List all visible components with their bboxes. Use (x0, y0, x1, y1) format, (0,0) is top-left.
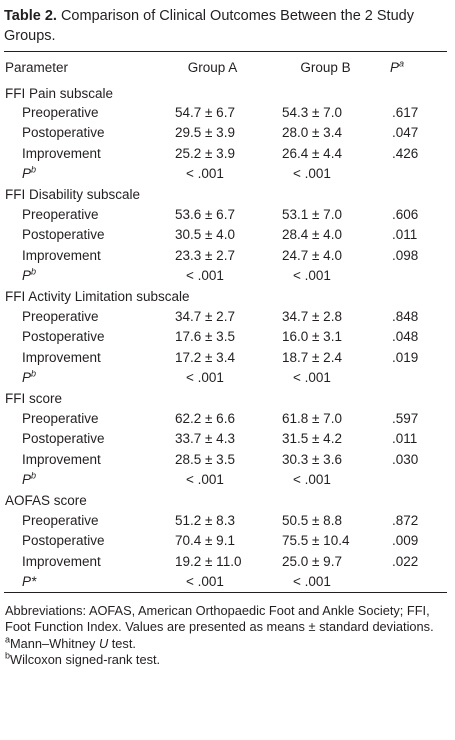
row-label: Postoperative (22, 533, 105, 549)
table-section-row (4, 388, 447, 408)
group-a-within-p: < .001 (186, 574, 224, 590)
header-p-sup: a (399, 58, 405, 68)
group-a-within-p: < .001 (186, 370, 224, 386)
table-section-row (4, 286, 447, 306)
table-row (4, 347, 447, 367)
table-row (4, 102, 447, 122)
header-group-a: Group A (187, 59, 238, 75)
footnote-a-text-italic: U (98, 635, 109, 651)
row-label: Preoperative (22, 207, 99, 223)
table-row (4, 449, 447, 469)
footnote-a-mark: a (5, 634, 11, 645)
table-row (4, 245, 447, 265)
row-label: Preoperative (22, 512, 99, 528)
p-value-empty (380, 469, 447, 489)
section-title: FFI Activity Limitation subscale (5, 288, 190, 304)
group-a-value: 30.5 ± 4.0 (175, 227, 235, 243)
group-b-value: 18.7 ± 2.4 (282, 349, 342, 365)
group-b-value: 50.5 ± 8.8 (282, 512, 342, 528)
group-b-value: 61.8 ± 7.0 (282, 410, 342, 426)
table-header (4, 52, 447, 82)
table-section-row (4, 82, 447, 102)
table-row (4, 306, 447, 326)
footnote-a (5, 636, 447, 653)
p-value-empty (380, 164, 447, 184)
footnote-b-mark: b (5, 651, 11, 661)
p-value: .022 (392, 553, 419, 569)
p-value: .030 (392, 451, 419, 467)
group-b-value: 26.4 ± 4.4 (282, 145, 342, 161)
section-title: FFI score (5, 390, 63, 406)
footnote-b (5, 652, 447, 669)
group-a-value: 53.6 ± 6.7 (175, 207, 235, 223)
p-value: .011 (392, 431, 418, 447)
within-group-p-text: P (22, 370, 32, 386)
group-b-value: 54.3 ± 7.0 (282, 105, 342, 121)
table-body (4, 82, 447, 592)
row-label: Improvement (22, 553, 101, 569)
row-label: Improvement (22, 247, 101, 263)
group-b-value: 16.0 ± 3.1 (282, 329, 342, 345)
table-row (4, 510, 447, 530)
table-caption-label: Table 2. (4, 8, 57, 24)
table-row (4, 429, 447, 449)
table-row (4, 123, 447, 143)
group-a-value: 17.6 ± 3.5 (175, 329, 235, 345)
header-p-value (380, 52, 447, 82)
table-section-row (4, 184, 447, 204)
header-parameter: Parameter (5, 59, 69, 75)
within-group-p-label (4, 367, 154, 387)
p-value: .872 (392, 512, 419, 528)
group-b-value: 75.5 ± 10.4 (282, 533, 350, 549)
group-b-within-p: < .001 (293, 472, 331, 488)
table-row (4, 204, 447, 224)
footnote-b-text: Wilcoxon signed-rank test. (10, 652, 161, 668)
row-label: Postoperative (22, 227, 105, 243)
p-value: .098 (392, 247, 419, 263)
group-a-within-p: < .001 (186, 268, 224, 284)
group-b-value: 30.3 ± 3.6 (282, 451, 342, 467)
p-value-empty (380, 367, 447, 387)
group-b-value: 28.4 ± 4.0 (282, 227, 342, 243)
row-label: Improvement (22, 451, 101, 467)
group-a-value: 70.4 ± 9.1 (175, 533, 235, 549)
group-a-value: 33.7 ± 4.3 (175, 431, 235, 447)
group-a-value: 17.2 ± 3.4 (175, 349, 235, 365)
group-b-value: 34.7 ± 2.8 (282, 308, 342, 324)
table-caption (4, 6, 447, 46)
table-caption-text: Comparison of Clinical Outcomes Between the 2 Study Groups. (4, 8, 414, 44)
group-b-value: 25.0 ± 9.7 (282, 553, 342, 569)
group-b-within-p: < .001 (293, 166, 331, 182)
within-group-p-row (4, 469, 447, 489)
p-value-empty (380, 571, 447, 591)
row-label: Improvement (22, 349, 101, 365)
group-a-within-p: < .001 (186, 472, 224, 488)
group-a-value: 34.7 ± 2.7 (175, 308, 235, 324)
group-b-within-p: < .001 (293, 574, 331, 590)
group-b-value: 24.7 ± 4.0 (282, 247, 342, 263)
within-group-p-label (4, 164, 154, 184)
p-value: .848 (392, 308, 419, 324)
table-section-row (4, 490, 447, 510)
within-group-p-label (4, 266, 154, 286)
group-b-within-p: < .001 (293, 268, 331, 284)
table-row (4, 531, 447, 551)
group-b-value: 28.0 ± 3.4 (282, 125, 342, 141)
p-value: .011 (392, 227, 418, 243)
p-value: .019 (392, 349, 419, 365)
table-row (4, 551, 447, 571)
group-a-value: 54.7 ± 6.7 (175, 105, 235, 121)
within-group-p-row (4, 164, 447, 184)
group-a-value: 28.5 ± 3.5 (175, 451, 235, 467)
within-group-p-text: P* (22, 574, 37, 590)
group-b-value: 31.5 ± 4.2 (282, 431, 342, 447)
p-value: .047 (392, 125, 419, 141)
row-label: Preoperative (22, 105, 99, 121)
p-value: .426 (392, 145, 419, 161)
within-group-p-sup: b (31, 266, 37, 277)
group-a-value: 51.2 ± 8.3 (175, 512, 235, 528)
outcomes-table (4, 52, 447, 592)
p-value: .009 (392, 533, 419, 549)
row-label: Improvement (22, 145, 101, 161)
section-title: FFI Disability subscale (5, 186, 141, 202)
table-bottom-rule (4, 592, 447, 593)
group-a-value: 23.3 ± 2.7 (175, 247, 235, 263)
row-label: Postoperative (22, 329, 105, 345)
footnote-a-text-after: test. (108, 635, 136, 651)
group-a-value: 25.2 ± 3.9 (175, 145, 235, 161)
group-a-within-p: < .001 (186, 166, 224, 182)
header-group-b: Group B (300, 59, 351, 75)
p-value: .606 (392, 207, 419, 223)
within-group-p-row (4, 571, 447, 591)
within-group-p-label (4, 571, 154, 591)
table-row (4, 327, 447, 347)
within-group-p-row (4, 266, 447, 286)
table-row (4, 143, 447, 163)
row-label: Postoperative (22, 125, 105, 141)
p-value: .597 (392, 410, 419, 426)
header-row (4, 52, 447, 82)
within-group-p-text: P (22, 268, 32, 284)
group-b-value: 53.1 ± 7.0 (282, 207, 342, 223)
table-row (4, 408, 447, 428)
table-footnotes (4, 603, 447, 669)
group-b-within-p: < .001 (293, 370, 331, 386)
footnote-a-text-before: Mann–Whitney (10, 635, 99, 651)
p-value-empty (380, 266, 447, 286)
footnote-abbreviations: Abbreviations: AOFAS, American Orthopaedic Foot and Ankle Society; FFI, Foot Function Index. Values are presented as means ± standard deviations. (5, 602, 434, 635)
group-a-value: 19.2 ± 11.0 (175, 553, 242, 569)
group-a-value: 62.2 ± 6.6 (175, 410, 235, 426)
within-group-p-sup: b (31, 368, 37, 379)
within-group-p-text: P (22, 472, 32, 488)
row-label: Postoperative (22, 431, 105, 447)
header-p-label: P (390, 59, 400, 75)
section-title: FFI Pain subscale (5, 85, 114, 101)
within-group-p-label (4, 469, 154, 489)
within-group-p-row (4, 367, 447, 387)
within-group-p-sup: b (31, 470, 37, 481)
p-value: .617 (392, 105, 419, 121)
section-title: AOFAS score (5, 492, 87, 508)
table-row (4, 225, 447, 245)
group-a-value: 29.5 ± 3.9 (175, 125, 235, 141)
within-group-p-text: P (22, 166, 32, 182)
row-label: Preoperative (22, 410, 99, 426)
row-label: Preoperative (22, 308, 99, 324)
within-group-p-sup: b (31, 164, 37, 175)
p-value: .048 (392, 329, 419, 345)
